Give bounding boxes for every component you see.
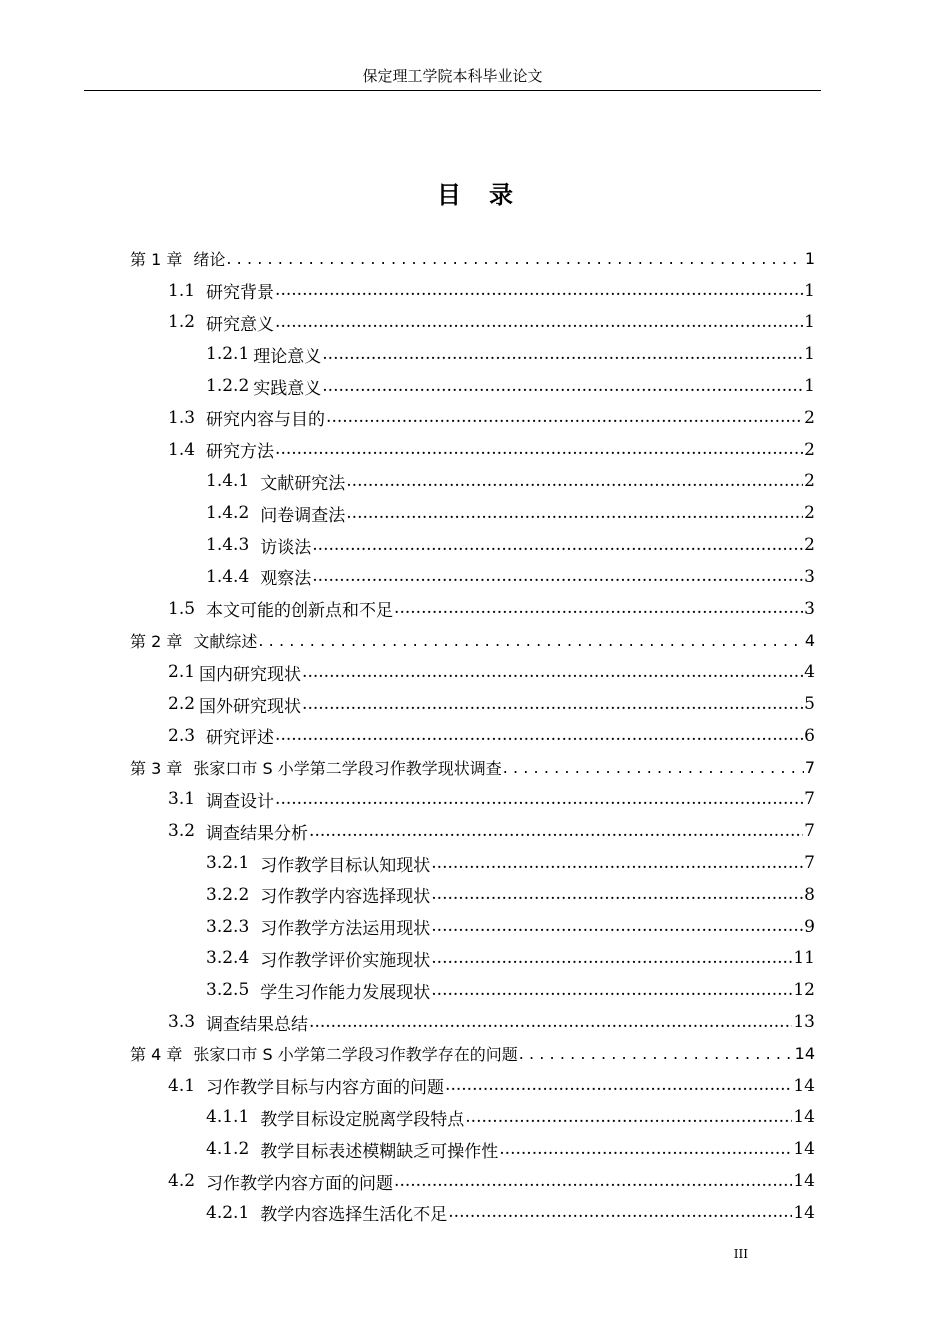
page-number: III (733, 1247, 748, 1261)
toc-entry-title: 调查设计 (206, 791, 275, 812)
toc-entry[interactable] (0, 1070, 815, 1102)
toc-entry-number: 4.1.1 (206, 1107, 250, 1128)
toc-entry[interactable] (0, 943, 815, 975)
toc-entry[interactable] (0, 752, 815, 784)
toc-entry-number: 第 4 章 (130, 1045, 183, 1065)
toc-entry-title: 本文可能的创新点和不足 (206, 601, 394, 622)
toc-entry[interactable] (0, 879, 815, 911)
toc-entry[interactable] (0, 434, 815, 466)
toc-entry[interactable] (0, 497, 815, 529)
toc-entry-title: 张家口市 S 小学第二学段习作教学现状调查 (193, 759, 502, 779)
toc-entry-title: 研究内容与目的 (206, 410, 326, 431)
toc-entry-title: 国内研究现状 (199, 664, 302, 685)
toc-entry-title: 习作教学方法运用现状 (260, 919, 431, 940)
toc-entry[interactable] (0, 370, 815, 402)
toc-entry-title: 文献综述 (193, 631, 258, 651)
toc-entry-title: 习作教学评价实施现状 (260, 950, 431, 971)
toc-dot-leader (448, 1204, 792, 1221)
toc-entry-number: 3.2.1 (206, 853, 250, 874)
toc-dot-leader (445, 1077, 792, 1094)
toc-entry[interactable] (0, 1133, 815, 1165)
toc-entry-number: 3.2.5 (206, 980, 250, 1001)
toc-entry[interactable] (0, 1197, 815, 1229)
toc-entry[interactable] (0, 307, 815, 339)
toc-entry-page: 8 (804, 884, 815, 905)
toc-dot-leader (275, 314, 803, 331)
toc-dot-leader (275, 727, 803, 744)
toc-dot-leader (309, 1014, 792, 1031)
toc-entry[interactable] (0, 1102, 815, 1134)
toc-entry-title: 理论意义 (253, 346, 322, 367)
toc-entry-page: 14 (793, 1202, 815, 1223)
toc-entry[interactable] (0, 275, 815, 307)
toc-entry[interactable] (0, 974, 815, 1006)
toc-entry-page: 11 (793, 948, 815, 969)
toc-entry-page: 2 (804, 503, 815, 524)
toc-entry-number: 1.5 (168, 598, 196, 619)
toc-entry-number: 4.1.2 (206, 1139, 250, 1160)
toc-entry-page: 14 (793, 1171, 815, 1191)
toc-entry-number: 2.1 (168, 662, 196, 683)
toc-entry-page: 1 (804, 312, 815, 333)
toc-entry-title: 教学内容选择生活化不足 (260, 1205, 448, 1226)
toc-entry-number: 1.1 (168, 280, 196, 301)
toc-dot-leader (394, 600, 803, 617)
toc-entry-number: 3.1 (168, 789, 196, 810)
toc-entry-number: 1.2 (168, 312, 196, 333)
toc-dot-leader (346, 473, 803, 490)
toc-entry-title: 习作教学目标认知现状 (260, 855, 431, 876)
toc-dot-leader (346, 505, 803, 522)
toc-entry-number: 1.2.1 (206, 344, 250, 365)
toc-entry-title: 习作教学目标与内容方面的问题 (206, 1078, 445, 1099)
toc-entry-page: 4 (804, 630, 815, 650)
toc-entry-number: 4.2.1 (206, 1202, 250, 1223)
toc-entry-number: 4.1 (168, 1075, 196, 1096)
toc-dot-leader (275, 441, 803, 458)
toc-entry-number: 2.3 (168, 725, 196, 746)
toc-entry-page: 14 (793, 1139, 815, 1160)
toc-dot-leader (302, 696, 803, 713)
toc-entry-number: 2.2 (168, 694, 196, 715)
toc-entry[interactable] (0, 561, 815, 593)
toc-entry-title: 调查结果分析 (206, 823, 309, 844)
toc-entry-number: 1.4 (168, 439, 196, 460)
toc-dot-leader (431, 886, 803, 903)
toc-entry-page: 3 (804, 598, 815, 619)
toc-entry-page: 1 (804, 344, 815, 365)
toc-entry-page: 14 (793, 1075, 815, 1096)
toc-entry-page: 6 (804, 725, 815, 746)
toc-entry-page: 2 (804, 439, 815, 460)
toc-entry-page: 7 (804, 789, 815, 810)
toc-dot-leader (394, 1173, 792, 1190)
toc-entry-number: 1.4.1 (206, 471, 250, 492)
toc-dot-leader (275, 791, 803, 808)
toc-dot-leader (326, 409, 803, 426)
toc-entry-number: 1.4.3 (206, 535, 250, 556)
toc-entry[interactable] (0, 402, 815, 434)
toc-dot-leader (322, 378, 803, 395)
toc-entry-number: 1.3 (168, 407, 196, 428)
toc-entry-page: 7 (804, 758, 815, 778)
toc-entry-page: 2 (804, 535, 815, 556)
toc-dot-leader (258, 632, 803, 649)
toc-entry-page: 1 (804, 376, 815, 397)
toc-entry[interactable] (0, 784, 815, 816)
table-of-contents (0, 243, 950, 1229)
toc-dot-leader (322, 346, 803, 363)
toc-entry-number: 3.2 (168, 821, 196, 842)
toc-dot-leader (312, 568, 803, 585)
toc-entry-title: 观察法 (260, 569, 312, 590)
toc-entry-title: 国外研究现状 (199, 696, 302, 717)
toc-entry[interactable] (0, 529, 815, 561)
toc-entry[interactable] (0, 466, 815, 498)
toc-dot-leader (431, 950, 792, 967)
header-divider (84, 90, 821, 91)
toc-entry-title: 研究背景 (206, 283, 275, 304)
toc-entry-title: 研究评述 (206, 728, 275, 749)
toc-entry[interactable] (0, 720, 815, 752)
toc-entry-title: 绪论 (193, 250, 226, 270)
toc-entry-title: 习作教学内容选择现状 (260, 887, 431, 908)
toc-entry-number: 3.3 (168, 1012, 196, 1033)
toc-entry-title: 学生习作能力发展现状 (260, 982, 431, 1003)
toc-entry-number: 第 1 章 (130, 250, 183, 270)
toc-dot-leader (302, 664, 803, 681)
toc-entry-number: 3.2.3 (206, 916, 250, 937)
toc-dot-leader (465, 1109, 792, 1126)
toc-entry-page: 7 (804, 853, 815, 874)
toc-entry-page: 5 (804, 694, 815, 715)
toc-entry-title: 教学目标表述模糊缺乏可操作性 (260, 1141, 499, 1162)
toc-entry-title: 问卷调查法 (260, 505, 346, 526)
toc-entry-title: 教学目标设定脱离学段特点 (260, 1109, 465, 1130)
toc-entry[interactable] (0, 243, 815, 275)
toc-entry-title: 研究方法 (206, 442, 275, 463)
toc-dot-leader (431, 855, 803, 872)
toc-entry-number: 1.2.2 (206, 376, 250, 397)
toc-entry-title: 访谈法 (260, 537, 312, 558)
toc-entry-page: 14 (794, 1044, 815, 1064)
toc-entry[interactable] (0, 1006, 815, 1038)
toc-entry-number: 1.4.4 (206, 566, 250, 587)
toc-entry-number: 4.2 (168, 1171, 196, 1191)
toc-entry[interactable] (0, 338, 815, 370)
toc-dot-leader (309, 823, 803, 840)
toc-entry[interactable] (0, 1038, 815, 1070)
toc-entry[interactable] (0, 1165, 815, 1197)
toc-entry-page: 12 (793, 980, 815, 1001)
page-header: 保定理工学院本科毕业论文 (362, 67, 543, 85)
toc-entry-title: 张家口市 S 小学第二学段习作教学存在的问题 (193, 1045, 518, 1065)
toc-entry-title: 研究意义 (206, 314, 275, 335)
toc-entry-page: 4 (804, 662, 815, 683)
toc-entry[interactable] (0, 688, 815, 720)
toc-entry-number: 第 2 章 (130, 631, 183, 651)
toc-dot-leader (431, 918, 803, 935)
toc-entry-page: 13 (793, 1012, 815, 1033)
toc-entry-number: 3.2.4 (206, 948, 250, 969)
toc-dot-leader (499, 1141, 792, 1158)
toc-entry-page: 3 (804, 566, 815, 587)
toc-entry[interactable] (0, 593, 815, 625)
toc-entry-title: 调查结果总结 (206, 1014, 309, 1035)
toc-title: 目录 (437, 181, 541, 209)
toc-entry-page: 1 (804, 280, 815, 301)
toc-entry-page: 2 (804, 407, 815, 428)
toc-entry[interactable] (0, 625, 815, 657)
toc-entry[interactable] (0, 815, 815, 847)
toc-entry-title: 实践意义 (253, 378, 322, 399)
toc-dot-leader (226, 250, 803, 267)
toc-entry[interactable] (0, 656, 815, 688)
toc-entry[interactable] (0, 911, 815, 943)
toc-dot-leader (312, 537, 803, 554)
toc-entry[interactable] (0, 847, 815, 879)
toc-entry-page: 2 (804, 471, 815, 492)
toc-entry-number: 1.4.2 (206, 503, 250, 524)
toc-entry-page: 1 (804, 249, 815, 269)
toc-entry-page: 9 (804, 916, 815, 937)
toc-dot-leader (275, 282, 803, 299)
toc-entry-number: 第 3 章 (130, 759, 183, 779)
toc-dot-leader (519, 1045, 794, 1062)
toc-entry-title: 习作教学内容方面的问题 (206, 1173, 394, 1194)
toc-entry-number: 3.2.2 (206, 884, 250, 905)
toc-entry-page: 7 (804, 821, 815, 842)
toc-dot-leader (503, 759, 804, 776)
toc-entry-title: 文献研究法 (260, 473, 346, 494)
toc-dot-leader (431, 982, 792, 999)
toc-entry-page: 14 (793, 1107, 815, 1128)
